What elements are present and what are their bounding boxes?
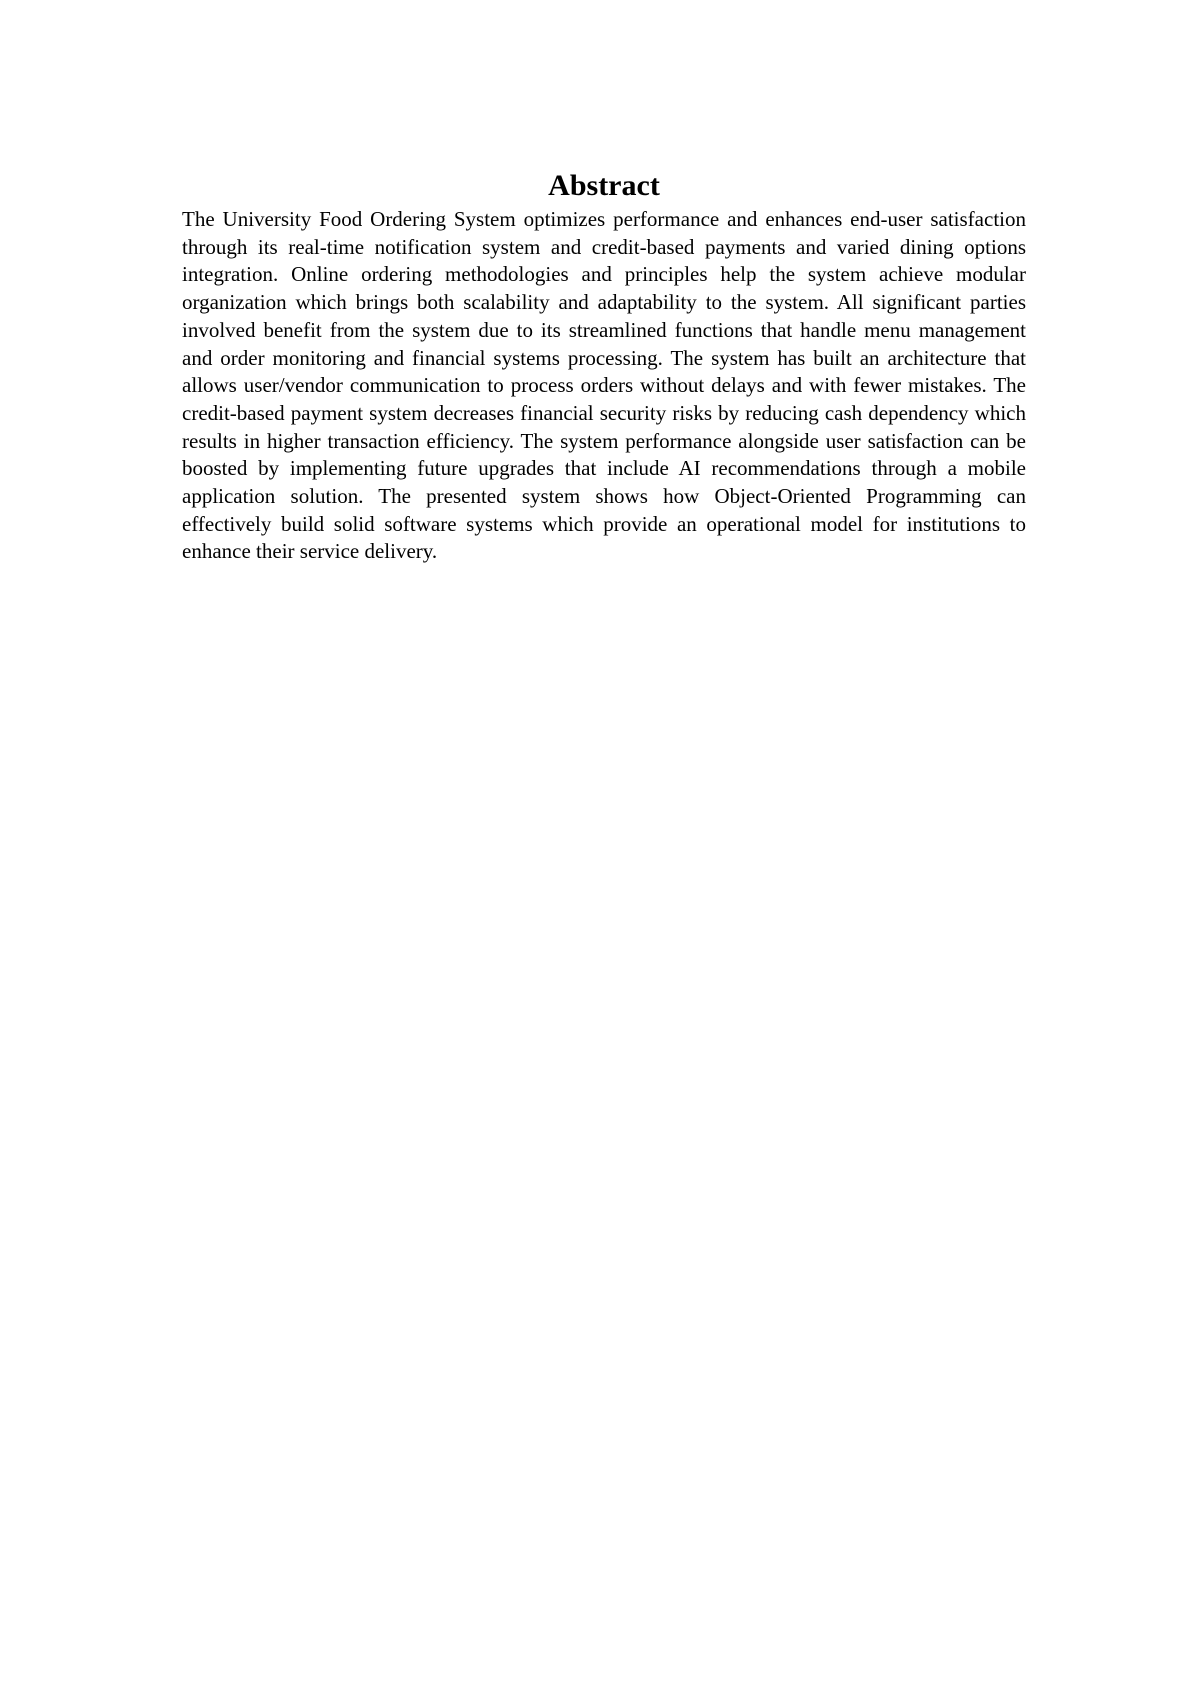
abstract-section xyxy=(182,168,1026,566)
abstract-heading: Abstract xyxy=(548,169,660,202)
abstract-paragraph: The University Food Ordering System optimizes performance and enhances end-user satisfaction through its real-time notification system and credit-based payments and varied dining options integration. Online ordering methodologies and principles help the system achieve modular organization which brings both scalability and adaptability to the system. All significant parties involved benefit from the system due to its streamlined functions that handle menu management and order monitoring and financial systems processing. The system has built an architecture that allows user/vendor communication to process orders without delays and with fewer mistakes. The credit-based payment system decreases financial security risks by reducing cash dependency which results in higher transaction efficiency. The system performance alongside user satisfaction can be boosted by implementing future upgrades that include AI recommendations through a mobile application solution. The presented system shows how Object-Oriented Programming can effectively build solid software systems which provide an operational model for institutions to enhance their service delivery. xyxy=(182,207,1026,564)
